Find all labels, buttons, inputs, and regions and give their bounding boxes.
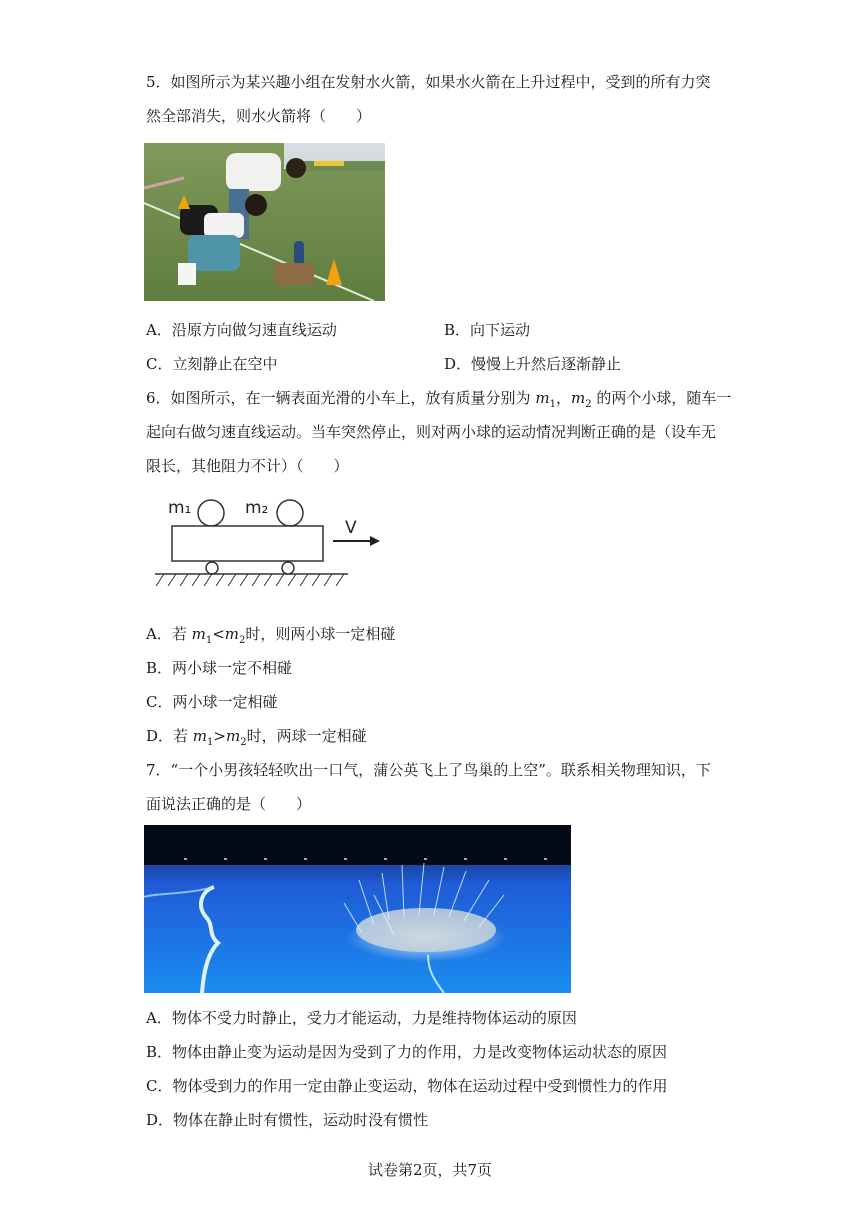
q5-option-c[interactable]: C．立刻静止在空中 xyxy=(146,355,278,373)
q6-m2-subscript: 2 xyxy=(585,399,592,410)
q6-m1-subscript: 1 xyxy=(549,399,556,410)
q6-option-d[interactable] xyxy=(146,726,367,753)
m1-label: m₁ xyxy=(168,498,192,518)
m2-label: m₂ xyxy=(245,498,269,518)
q6-option-d-m1-sub: 1 xyxy=(207,737,214,748)
q5-stem-line2: 然全部消失，则水火箭将（ ） xyxy=(146,107,372,125)
cart-wheel-left xyxy=(206,562,218,574)
q7-stem-line1: 7．“一个小男孩轻轻吹出一口气，蒲公英飞上了鸟巢的上空”。联系相关物理知识，下 xyxy=(146,761,711,779)
water-rocket-photo xyxy=(144,143,385,301)
q7-option-a[interactable]: A．物体不受力时静止，受力才能运动，力是维持物体运动的原因 xyxy=(146,1009,577,1027)
velocity-arrow-head xyxy=(370,536,380,546)
ball-m1 xyxy=(198,500,224,526)
q6-option-a-m2: m xyxy=(224,625,240,643)
q5-option-b[interactable]: B．向下运动 xyxy=(444,321,531,339)
q6-stem-suffix: 的两个小球，随车一 xyxy=(591,389,732,407)
q6-stem-line1 xyxy=(146,388,731,415)
ball-m2 xyxy=(277,500,303,526)
cart-diagram xyxy=(150,488,390,593)
q6-stem-line3: 限长，其他阻力不计）（ ） xyxy=(146,457,349,475)
q7-option-d[interactable]: D．物体在静止时有惯性，运动时没有惯性 xyxy=(146,1111,429,1129)
ground-hatching xyxy=(156,574,344,586)
q6-option-d-suffix: 时，两球一定相碰 xyxy=(246,727,367,745)
q7-option-c[interactable]: C．物体受到力的作用一定由静止变运动，物体在运动过程中受到惯性力的作用 xyxy=(146,1077,668,1095)
cart-wheel-right xyxy=(282,562,294,574)
dandelion-ceremony-photo xyxy=(144,825,571,993)
q6-separator: ， xyxy=(555,389,571,407)
q6-option-a[interactable] xyxy=(146,624,395,651)
q7-stem-line2: 面说法正确的是（ ） xyxy=(146,795,312,813)
q6-stem-prefix: 6．如图所示，在一辆表面光滑的小车上，放有质量分别为 xyxy=(146,389,536,407)
velocity-label: V xyxy=(345,518,357,538)
q5-stem-line1: 5．如图所示为某兴趣小组在发射水火箭，如果水火箭在上升过程中，受到的所有力突 xyxy=(146,73,711,91)
q6-stem-line2: 起向右做匀速直线运动。当车突然停止，则对两小球的运动情况判断正确的是（设车无 xyxy=(146,423,717,441)
q6-m2-symbol: m xyxy=(570,389,586,407)
q6-option-a-m1: m xyxy=(191,625,206,643)
q6-option-a-relation: < xyxy=(212,625,225,643)
q6-option-d-m2: m xyxy=(225,727,241,745)
q6-option-a-suffix: 时，则两小球一定相碰 xyxy=(245,625,396,643)
q5-option-a[interactable]: A．沿原方向做匀速直线运动 xyxy=(146,321,337,339)
q6-option-d-m1: m xyxy=(192,727,208,745)
q6-option-d-m2-sub: 2 xyxy=(240,737,247,748)
q6-option-a-m1-sub: 1 xyxy=(205,635,213,646)
q6-option-d-prefix: D．若 xyxy=(146,727,193,745)
q6-option-d-relation: > xyxy=(213,727,226,745)
page-footer: 试卷第2页，共7页 xyxy=(367,1161,493,1179)
q6-option-b[interactable]: B．两小球一定不相碰 xyxy=(146,659,293,677)
q6-option-c[interactable]: C．两小球一定相碰 xyxy=(146,693,278,711)
q6-m1-symbol: m xyxy=(535,389,550,407)
cart-body xyxy=(172,526,323,561)
q6-option-a-m2-sub: 2 xyxy=(239,635,246,646)
q5-option-d[interactable]: D．慢慢上升然后逐渐静止 xyxy=(444,355,622,373)
q6-option-a-prefix: A．若 xyxy=(146,625,192,643)
q7-option-b[interactable]: B．物体由静止变为运动是因为受到了力的作用，力是改变物体运动状态的原因 xyxy=(146,1043,668,1061)
